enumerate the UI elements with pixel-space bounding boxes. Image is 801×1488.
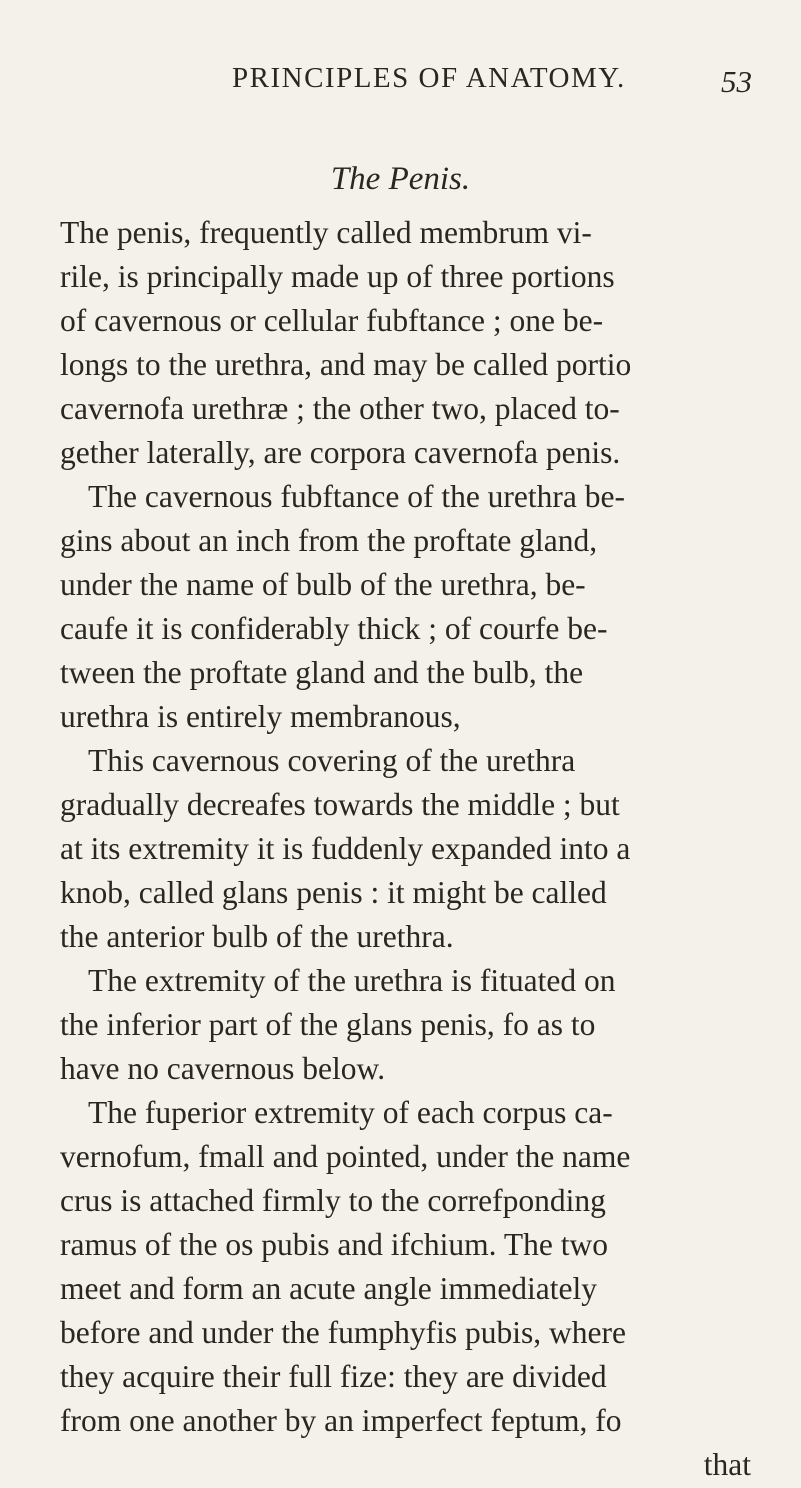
text-line: urethra is entirely membranous, (60, 699, 461, 734)
text-line: the inferior part of the glans penis, fo as to (60, 1007, 596, 1042)
text-line: knob, called glans penis : it might be called (60, 875, 607, 910)
section-heading: The Penis. (330, 161, 471, 197)
text-line: rile, is principally made up of three portions (60, 259, 615, 294)
text-line: This cavernous covering of the urethra (88, 743, 576, 778)
text-line: gradually decreafes towards the middle ; but (60, 787, 620, 822)
text-line: meet and form an acute angle immediately (60, 1271, 598, 1306)
text-line: The fuperior extremity of each corpus ca- (88, 1095, 613, 1130)
text-line: cavernofa urethræ ; the other two, placed to- (60, 391, 620, 426)
text-line: The cavernous fubftance of the urethra be- (88, 479, 625, 514)
text-line: have no cavernous below. (60, 1051, 386, 1086)
text-line: ramus of the os pubis and ifchium. The two (60, 1227, 608, 1262)
running-title: PRINCIPLES OF ANATOMY. (232, 62, 626, 94)
text-line: The extremity of the urethra is fituated on (88, 963, 616, 998)
text-line: crus is attached firmly to the correfponding (60, 1183, 606, 1218)
text-line: gether laterally, are corpora cavernofa penis. (60, 435, 621, 470)
text-line: caufe it is confiderably thick ; of courfe be- (60, 611, 608, 646)
text-line: at its extremity it is fuddenly expanded into a (60, 831, 631, 866)
text-line: under the name of bulb of the urethra, be- (60, 567, 586, 602)
catchword: that (703, 1447, 751, 1482)
text-line: tween the proftate gland and the bulb, the (60, 655, 584, 690)
text-line: the anterior bulb of the urethra. (60, 919, 454, 954)
text-line: of cavernous or cellular fubftance ; one be- (60, 303, 604, 338)
text-line: gins about an inch from the proftate gland, (60, 523, 598, 558)
text-line: they acquire their full fize: they are divided (60, 1359, 607, 1394)
text-line: The penis, frequently called membrum vi- (60, 215, 592, 250)
text-line: longs to the urethra, and may be called portio (60, 347, 632, 382)
text-line: before and under the fumphyfis pubis, where (60, 1315, 626, 1350)
text-line: from one another by an imperfect feptum, fo (60, 1403, 622, 1438)
running-head (0, 62, 801, 102)
page-number: 53 (721, 64, 752, 99)
text-line: vernofum, fmall and pointed, under the name (60, 1139, 631, 1174)
